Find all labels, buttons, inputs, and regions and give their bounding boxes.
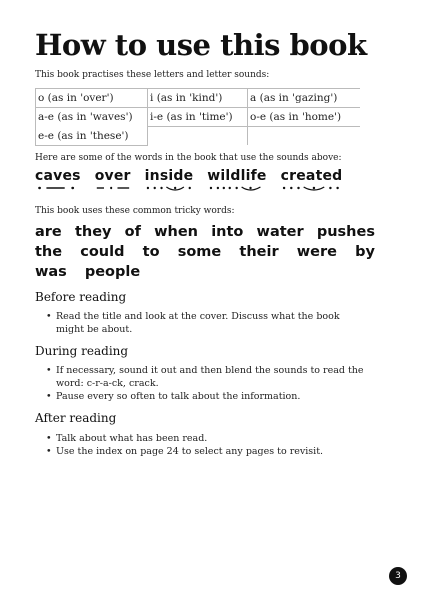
example-words	[35, 168, 342, 184]
sounds-table	[35, 88, 360, 146]
example-word	[95, 168, 131, 184]
tricky-words-row	[35, 262, 375, 282]
table-cell: i (as in 'kind')	[148, 89, 248, 108]
tricky-word: were	[296, 244, 337, 260]
during-reading-list	[46, 364, 366, 403]
table-cell: o-e (as in 'home')	[248, 108, 360, 127]
list-item: • Read the title and look at the cover. Discuss what the book might be about.	[46, 310, 366, 336]
sound-marks-icon	[207, 185, 266, 193]
after-reading-list	[46, 432, 366, 458]
tricky-word: are	[35, 224, 62, 240]
example-word	[35, 168, 81, 184]
tricky-word: by	[355, 244, 375, 260]
example-word	[281, 168, 343, 184]
list-item: • If necessary, sound it out and then blend the sounds to read the word: c-r-a-ck, crack.	[46, 364, 366, 390]
example-word-text: over	[94, 168, 131, 184]
table-cell: a-e (as in 'waves')	[36, 108, 148, 127]
tricky-word: their	[239, 244, 279, 260]
tricky-word: water	[256, 224, 304, 240]
tricky-word: the	[35, 244, 63, 260]
during-reading-heading: During reading	[35, 344, 129, 358]
table-row	[36, 89, 360, 108]
sound-marks-icon	[145, 185, 194, 193]
tricky-words-intro: This book uses these common tricky words:	[35, 206, 235, 216]
before-reading-heading: Before reading	[35, 290, 127, 304]
table-cell: a (as in 'gazing')	[248, 89, 360, 108]
tricky-word: pushes	[316, 224, 375, 240]
table-row	[36, 127, 360, 146]
sound-marks-icon	[35, 185, 81, 193]
page-title: How to use this book	[35, 28, 367, 62]
before-reading-list	[46, 310, 366, 336]
list-item: • Talk about what has been read.	[46, 432, 366, 445]
table-cell: e-e (as in 'these')	[36, 127, 148, 146]
tricky-word: was	[35, 264, 67, 280]
table-row	[36, 108, 360, 127]
after-reading-heading: After reading	[35, 411, 117, 425]
intro-text: This book practises these letters and letter sounds:	[35, 70, 270, 80]
tricky-word: to	[142, 244, 160, 260]
table-cell	[248, 127, 360, 146]
sound-marks-icon	[95, 185, 131, 193]
table-cell	[148, 127, 248, 146]
list-item: • Pause every so often to talk about the information.	[46, 390, 366, 403]
table-cell: o (as in 'over')	[36, 89, 148, 108]
example-words-intro: Here are some of the words in the book that use the sounds above:	[35, 153, 342, 163]
example-word-text: created	[280, 168, 343, 184]
example-word-text: inside	[144, 168, 194, 184]
tricky-word: could	[80, 244, 125, 260]
sound-marks-icon	[281, 185, 343, 193]
tricky-word: people	[84, 264, 141, 280]
example-word-text: caves	[35, 168, 81, 184]
tricky-words-row	[35, 222, 375, 242]
tricky-word: of	[124, 224, 141, 240]
example-word	[145, 168, 194, 184]
tricky-words	[35, 222, 375, 282]
page-number: 3	[389, 567, 407, 585]
tricky-word: they	[74, 224, 112, 240]
list-item: • Use the index on page 24 to select any pages to revisit.	[46, 445, 366, 458]
tricky-word: when	[154, 224, 199, 240]
tricky-word: into	[211, 224, 244, 240]
example-word	[207, 168, 266, 184]
example-word-text: wildlife	[207, 168, 267, 184]
tricky-words-row	[35, 242, 375, 262]
table-cell: i-e (as in 'time')	[148, 108, 248, 127]
tricky-word: some	[177, 244, 222, 260]
